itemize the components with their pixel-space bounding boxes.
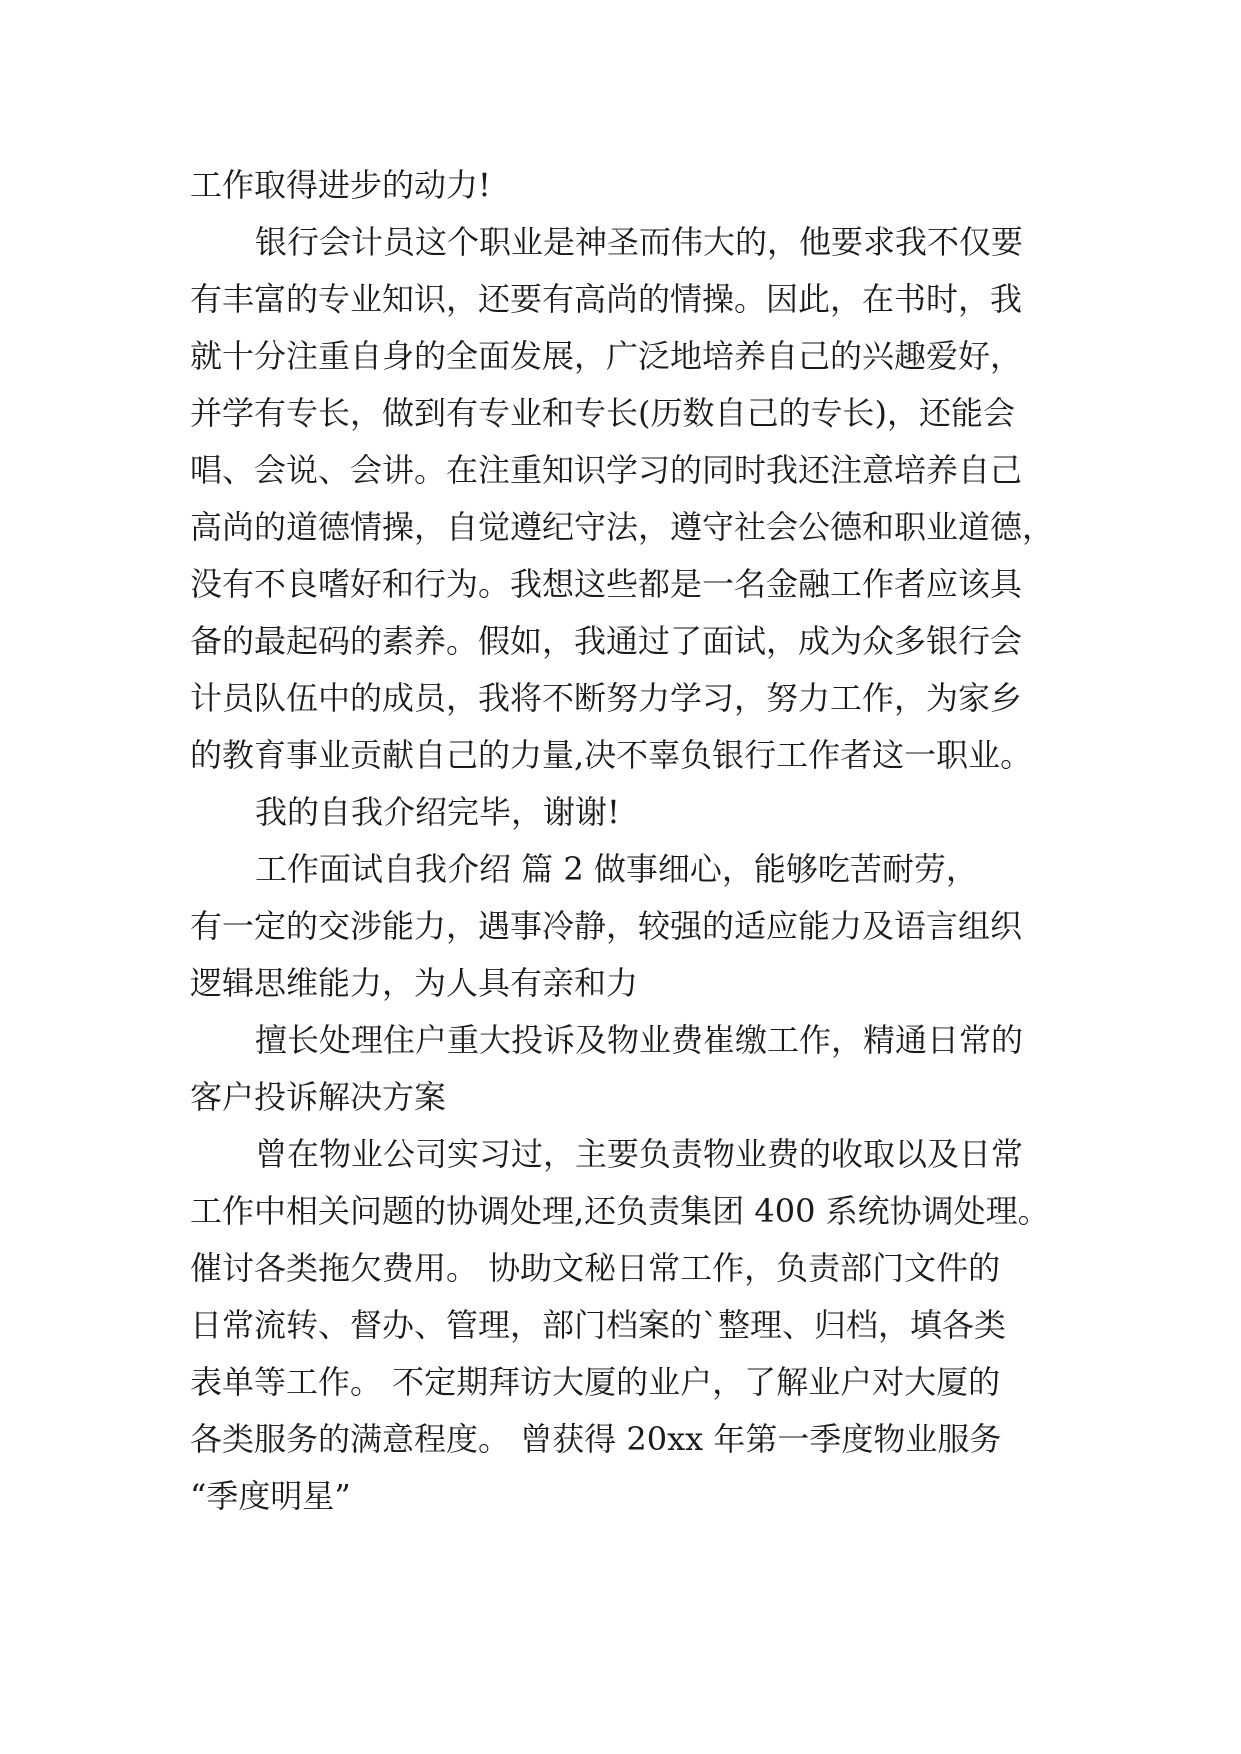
text-line: 我的自我介绍完毕，谢谢! — [255, 793, 620, 831]
text-line: 有丰富的专业知识，还要有高尚的情操。因此，在书时，我 — [190, 280, 1023, 318]
text-line: 客户投诉解决方案 — [190, 1078, 447, 1116]
text-line: 并学有专长，做到有专业和专长(历数自己的专长)，还能会 — [190, 394, 1015, 432]
text-line: 工作面试自我介绍 篇 2 做事细心，能够吃苦耐劳， — [255, 850, 978, 888]
text-line: 工作取得进步的动力! — [190, 166, 491, 204]
text-line: 表单等工作。 不定期拜访大厦的业户，了解业户对大厦的 — [190, 1363, 1001, 1401]
text-line: 备的最起码的素养。假如，我通过了面试，成为众多银行会 — [190, 622, 1023, 660]
text-line: 曾在物业公司实习过，主要负责物业费的收取以及日常 — [255, 1135, 1024, 1173]
text-line: 就十分注重自身的全面发展，广泛地培养自己的兴趣爱好， — [190, 337, 1023, 375]
text-line: 银行会计员这个职业是神圣而伟大的，他要求我不仅要 — [255, 223, 1024, 261]
text-line: 高尚的道德情操，自觉遵纪守法，遵守社会公德和职业道德， — [190, 508, 1055, 546]
text-line: 的教育事业贡献自己的力量,决不辜负银行工作者这一职业。 — [190, 736, 1033, 774]
text-line: 各类服务的满意程度。 曾获得 20xx 年第一季度物业服务 — [190, 1420, 1002, 1458]
text-line: 唱、会说、会讲。在注重知识学习的同时我还注意培养自己 — [190, 451, 1023, 489]
document-body — [190, 157, 1070, 1525]
text-line: 日常流转、督办、管理，部门档案的`整理、归档，填各类 — [190, 1306, 1007, 1344]
text-line: “季度明星” — [190, 1477, 351, 1515]
text-line: 计员队伍中的成员，我将不断努力学习，努力工作，为家乡 — [190, 679, 1023, 717]
text-line: 催讨各类拖欠费用。 协助文秘日常工作，负责部门文件的 — [190, 1249, 1001, 1287]
text-line: 逻辑思维能力，为人具有亲和力 — [190, 964, 639, 1002]
text-line: 没有不良嗜好和行为。我想这些都是一名金融工作者应该具 — [190, 565, 1023, 603]
text-line: 工作中相关问题的协调处理,还负责集团 400 系统协调处理。 — [190, 1192, 1050, 1230]
text-line: 擅长处理住户重大投诉及物业费崔缴工作，精通日常的 — [255, 1021, 1024, 1059]
text-line: 有一定的交涉能力，遇事冷静，较强的适应能力及语言组织 — [190, 907, 1023, 945]
